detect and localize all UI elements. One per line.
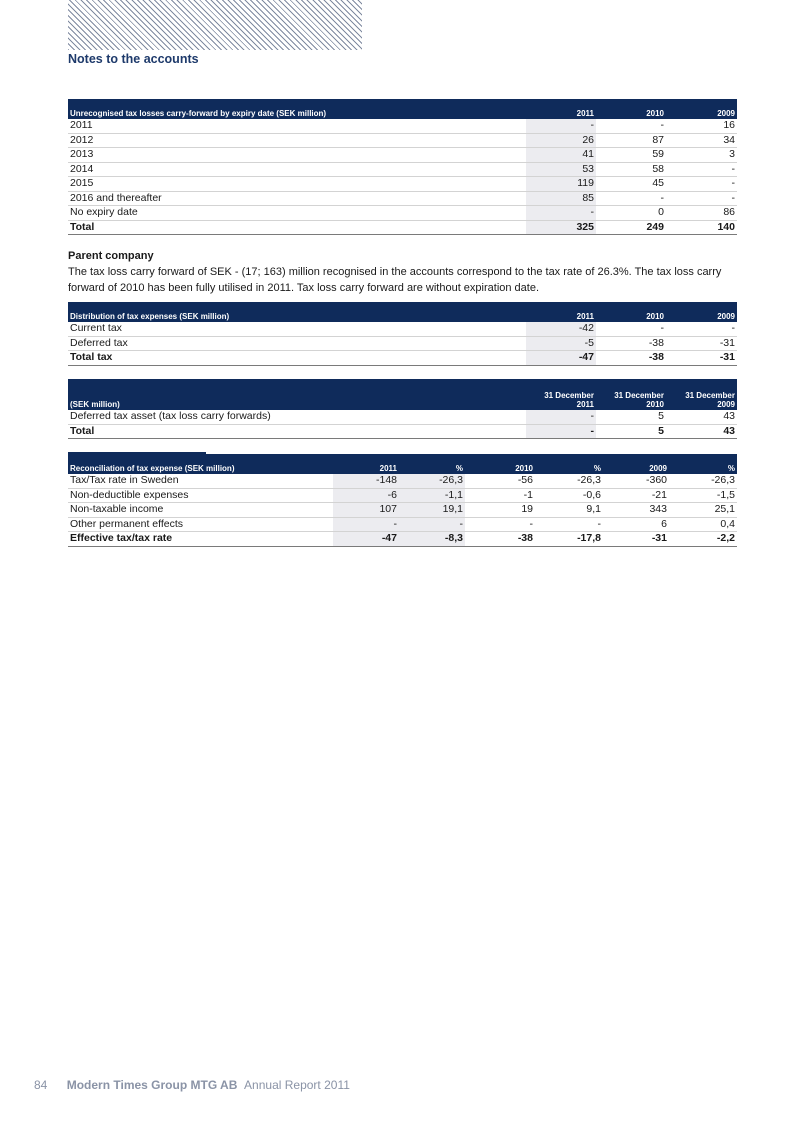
column-header <box>526 379 596 410</box>
tax-expenses-table <box>68 302 737 366</box>
cell: -56 <box>465 474 535 488</box>
column-header: (SEK million) <box>68 379 526 410</box>
table-row <box>68 133 737 148</box>
column-header <box>596 379 666 410</box>
cell: - <box>666 191 737 206</box>
cell: -148 <box>333 474 399 488</box>
cell: 34 <box>666 133 737 148</box>
total-row <box>68 424 737 439</box>
cell: - <box>666 177 737 192</box>
cell: - <box>526 119 596 133</box>
cell: -47 <box>526 351 596 366</box>
column-header-bottom: 2009 <box>717 400 735 409</box>
row-label: Total tax <box>68 351 526 366</box>
cell: -47 <box>333 532 399 547</box>
cell: -17,8 <box>535 532 603 547</box>
cell: 107 <box>333 503 399 518</box>
total-row <box>68 220 737 235</box>
cell: -6 <box>333 488 399 503</box>
row-label: No expiry date <box>68 206 526 221</box>
cell: 325 <box>526 220 596 235</box>
cell: -8,3 <box>399 532 465 547</box>
row-label: Non-taxable income <box>68 503 333 518</box>
table-row <box>68 322 737 336</box>
table-row <box>68 517 737 532</box>
cell: 86 <box>666 206 737 221</box>
cell: - <box>596 191 666 206</box>
table-row <box>68 336 737 351</box>
cell: -31 <box>666 351 737 366</box>
table-row <box>68 474 737 488</box>
cell: - <box>526 206 596 221</box>
deferred-tax-asset-table <box>68 379 737 439</box>
cell: - <box>526 410 596 424</box>
cell: 0 <box>596 206 666 221</box>
header-hatch-pattern <box>68 0 362 50</box>
cell: 43 <box>666 410 737 424</box>
column-header: Distribution of tax expenses (SEK million) <box>68 302 526 322</box>
cell: 0,4 <box>669 517 737 532</box>
column-header: 2010 <box>465 454 535 474</box>
cell: -31 <box>666 336 737 351</box>
cell: 9,1 <box>535 503 603 518</box>
column-header: Unrecognised tax losses carry-forward by expiry date (SEK million) <box>68 99 526 119</box>
tax-losses-table <box>68 99 737 235</box>
cell: - <box>666 162 737 177</box>
row-label: 2016 and thereafter <box>68 191 526 206</box>
column-header: 2009 <box>603 454 669 474</box>
row-label: Tax/Tax rate in Sweden <box>68 474 333 488</box>
tax-reconciliation-table <box>68 454 737 547</box>
column-header: 2010 <box>596 99 666 119</box>
row-label: Non-deductible expenses <box>68 488 333 503</box>
column-header: % <box>535 454 603 474</box>
table-row <box>68 503 737 518</box>
row-label: 2012 <box>68 133 526 148</box>
row-label: 2011 <box>68 119 526 133</box>
cell: 16 <box>666 119 737 133</box>
row-label: 2013 <box>68 148 526 163</box>
row-label: Deferred tax asset (tax loss carry forwards) <box>68 410 526 424</box>
cell: 59 <box>596 148 666 163</box>
cell: -26,3 <box>535 474 603 488</box>
cell: -21 <box>603 488 669 503</box>
column-header-bottom: 2010 <box>646 400 664 409</box>
cell: 25,1 <box>669 503 737 518</box>
table-header-row <box>68 454 737 474</box>
cell: - <box>535 517 603 532</box>
column-header: % <box>669 454 737 474</box>
row-label: Other permanent effects <box>68 517 333 532</box>
cell: 45 <box>596 177 666 192</box>
table-row <box>68 410 737 424</box>
cell: -38 <box>465 532 535 547</box>
row-label: Current tax <box>68 322 526 336</box>
cell: 5 <box>596 424 666 439</box>
column-header <box>666 379 737 410</box>
table-row <box>68 191 737 206</box>
cell: -1,5 <box>669 488 737 503</box>
cell: 343 <box>603 503 669 518</box>
cell: 53 <box>526 162 596 177</box>
column-header: Reconciliation of tax expense (SEK million) <box>68 454 333 474</box>
cell: -0,6 <box>535 488 603 503</box>
cell: 26 <box>526 133 596 148</box>
cell: 87 <box>596 133 666 148</box>
cell: 58 <box>596 162 666 177</box>
cell: -1 <box>465 488 535 503</box>
company-name: Modern Times Group MTG AB <box>66 1078 238 1092</box>
column-header: 2011 <box>333 454 399 474</box>
cell: - <box>526 424 596 439</box>
row-label: 2014 <box>68 162 526 177</box>
column-header: 2010 <box>596 302 666 322</box>
page-title: Notes to the accounts <box>68 52 199 66</box>
table-header-row <box>68 99 737 119</box>
cell: 43 <box>666 424 737 439</box>
total-row <box>68 351 737 366</box>
page-footer <box>34 1078 350 1092</box>
table-row <box>68 119 737 133</box>
cell: -38 <box>596 336 666 351</box>
report-name: Annual Report 2011 <box>244 1078 350 1092</box>
parent-company-heading: Parent company <box>68 250 154 262</box>
cell: 41 <box>526 148 596 163</box>
cell: - <box>465 517 535 532</box>
cell: - <box>666 322 737 336</box>
cell: -5 <box>526 336 596 351</box>
cell: - <box>333 517 399 532</box>
cell: 5 <box>596 410 666 424</box>
table-row <box>68 488 737 503</box>
row-label: 2015 <box>68 177 526 192</box>
cell: 85 <box>526 191 596 206</box>
cell: -31 <box>603 532 669 547</box>
cell: -38 <box>596 351 666 366</box>
column-header-top: 31 December <box>614 391 664 400</box>
column-header-bottom: 2011 <box>576 400 594 409</box>
column-header: 2009 <box>666 302 737 322</box>
row-label: Total <box>68 220 526 235</box>
table-row <box>68 177 737 192</box>
table-row <box>68 206 737 221</box>
cell: -2,2 <box>669 532 737 547</box>
parent-company-text: The tax loss carry forward of SEK - (17; 163) million recognised in the accounts correspond to the tax rate of 26.3%. The tax loss carry forward of 2010 has been fully utilised in 2011. Tax loss carry forward are without expiration date. <box>68 266 722 294</box>
cell: - <box>596 119 666 133</box>
table-header-row <box>68 302 737 322</box>
cell: -42 <box>526 322 596 336</box>
column-header: % <box>399 454 465 474</box>
page-number: 84 <box>34 1078 48 1092</box>
column-header-top: 31 December <box>544 391 594 400</box>
cell: -360 <box>603 474 669 488</box>
cell: 249 <box>596 220 666 235</box>
table-row <box>68 162 737 177</box>
row-label: Total <box>68 424 526 439</box>
cell: 3 <box>666 148 737 163</box>
cell: -26,3 <box>399 474 465 488</box>
cell: 19 <box>465 503 535 518</box>
row-label: Effective tax/tax rate <box>68 532 333 547</box>
cell: -1,1 <box>399 488 465 503</box>
table-row <box>68 148 737 163</box>
column-header: 2011 <box>526 302 596 322</box>
column-header: 2009 <box>666 99 737 119</box>
column-header-top: 31 December <box>685 391 735 400</box>
cell: 19,1 <box>399 503 465 518</box>
cell: 140 <box>666 220 737 235</box>
cell: - <box>399 517 465 532</box>
table-header-row <box>68 379 737 410</box>
total-row <box>68 532 737 547</box>
cell: -26,3 <box>669 474 737 488</box>
cell: - <box>596 322 666 336</box>
column-header: 2011 <box>526 99 596 119</box>
cell: 6 <box>603 517 669 532</box>
cell: 119 <box>526 177 596 192</box>
row-label: Deferred tax <box>68 336 526 351</box>
